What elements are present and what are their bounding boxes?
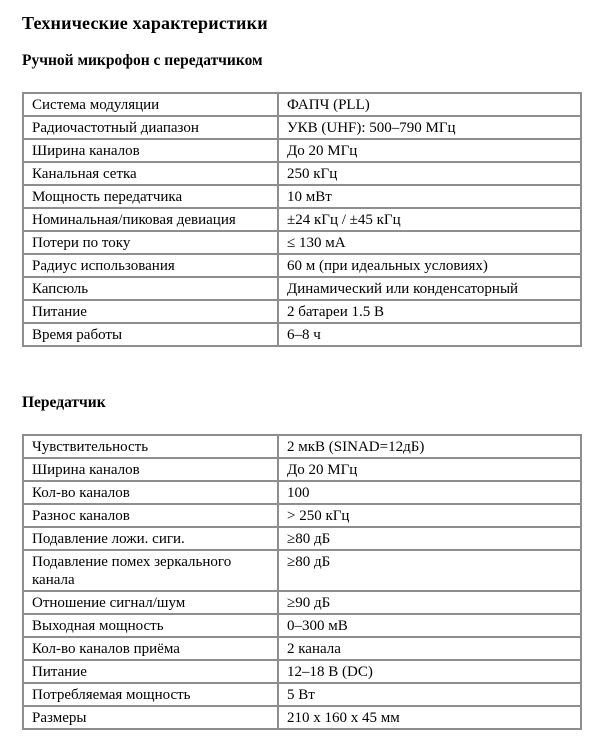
spec-param-cell: Ширина каналов [23, 139, 278, 162]
table-row [23, 277, 581, 300]
spec-value-cell: ≥80 дБ [278, 550, 581, 591]
section-transmitter [22, 393, 581, 730]
spec-value-cell: Динамический или конденсаторный [278, 277, 581, 300]
spec-value-cell: ≤ 130 мА [278, 231, 581, 254]
spec-value-cell: ≥90 дБ [278, 591, 581, 614]
spec-value-cell: ±24 кГц / ±45 кГц [278, 208, 581, 231]
spec-param-cell: Выходная мощность [23, 614, 278, 637]
spec-value-cell: 12–18 В (DC) [278, 660, 581, 683]
table-row [23, 527, 581, 550]
spec-value-cell: 10 мВт [278, 185, 581, 208]
table-row [23, 683, 581, 706]
table-row [23, 504, 581, 527]
spec-table-handheld-microphone [22, 92, 582, 347]
spec-param-cell: Кол-во каналов [23, 481, 278, 504]
spec-value-cell: 2 мкВ (SINAD=12дБ) [278, 435, 581, 458]
spec-param-cell: Капсюль [23, 277, 278, 300]
spec-value-cell: 6–8 ч [278, 323, 581, 346]
table-row [23, 323, 581, 346]
table-row [23, 93, 581, 116]
spec-value-cell: 60 м (при идеальных условиях) [278, 254, 581, 277]
spec-value-cell: ФАПЧ (PLL) [278, 93, 581, 116]
table-row [23, 458, 581, 481]
spec-value-cell: УКВ (UHF): 500–790 МГц [278, 116, 581, 139]
section-heading-handheld-microphone: Ручной микрофон с передатчиком [22, 52, 263, 69]
table-row [23, 435, 581, 458]
spec-table-transmitter [22, 434, 582, 730]
spec-param-cell: Потери по току [23, 231, 278, 254]
spec-param-cell: Питание [23, 660, 278, 683]
spec-value-cell: 5 Вт [278, 683, 581, 706]
spec-param-cell: Радиус использования [23, 254, 278, 277]
table-row [23, 660, 581, 683]
table-row [23, 300, 581, 323]
table-row [23, 614, 581, 637]
spec-value-cell: 0–300 мВ [278, 614, 581, 637]
table-row [23, 208, 581, 231]
spec-param-cell: Ширина каналов [23, 458, 278, 481]
table-row [23, 550, 581, 591]
spec-value-cell: 2 канала [278, 637, 581, 660]
spec-param-cell: Подавление помех зеркального канала [23, 550, 278, 591]
table-row [23, 591, 581, 614]
table-row [23, 162, 581, 185]
table-row [23, 706, 581, 729]
spec-param-cell: Потребляемая мощность [23, 683, 278, 706]
spec-param-cell: Отношение сигнал/шум [23, 591, 278, 614]
spec-value-cell: 2 батареи 1.5 В [278, 300, 581, 323]
spec-value-cell: 210 x 160 x 45 мм [278, 706, 581, 729]
spec-value-cell: 100 [278, 481, 581, 504]
spec-value-cell: 250 кГц [278, 162, 581, 185]
spec-param-cell: Подавление ложи. сиги. [23, 527, 278, 550]
spec-param-cell: Размеры [23, 706, 278, 729]
spec-value-cell: До 20 МГц [278, 458, 581, 481]
spec-param-cell: Радиочастотный диапазон [23, 116, 278, 139]
table-row [23, 481, 581, 504]
spec-value-cell: ≥80 дБ [278, 527, 581, 550]
spec-param-cell: Разнос каналов [23, 504, 278, 527]
table-row [23, 116, 581, 139]
spec-param-cell: Чувствительность [23, 435, 278, 458]
table-row [23, 185, 581, 208]
table-row [23, 139, 581, 162]
spec-param-cell: Номинальная/пиковая девиация [23, 208, 278, 231]
spec-param-cell: Мощность передатчика [23, 185, 278, 208]
table-row [23, 637, 581, 660]
spec-value-cell: До 20 МГц [278, 139, 581, 162]
table-row [23, 231, 581, 254]
spec-param-cell: Питание [23, 300, 278, 323]
spec-param-cell: Канальная сетка [23, 162, 278, 185]
section-heading-transmitter: Передатчик [22, 394, 106, 411]
spec-param-cell: Система модуляции [23, 93, 278, 116]
spec-param-cell: Кол-во каналов приёма [23, 637, 278, 660]
page-title: Технические характеристики [22, 13, 268, 33]
table-row [23, 254, 581, 277]
spec-value-cell: > 250 кГц [278, 504, 581, 527]
spec-param-cell: Время работы [23, 323, 278, 346]
section-handheld-microphone [22, 51, 581, 347]
